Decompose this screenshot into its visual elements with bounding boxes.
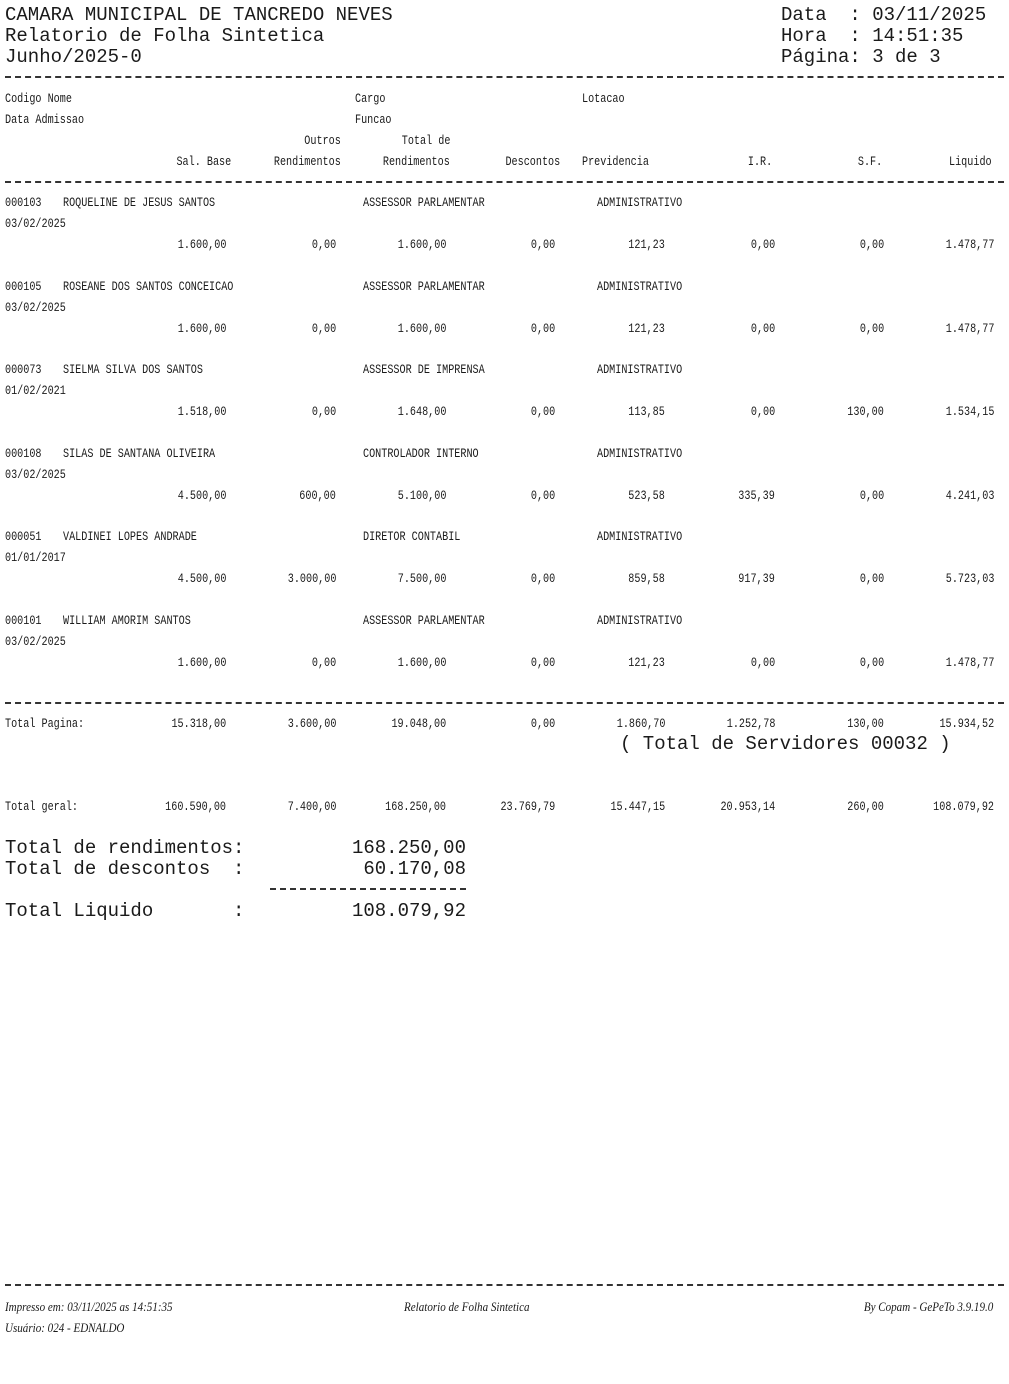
employee-name: SIELMA SILVA DOS SANTOS: [63, 362, 203, 377]
employee-descontos: 0,00: [530, 655, 555, 670]
summary-rend-label: Total de rendimentos:: [5, 837, 245, 859]
summary-divider: [270, 888, 466, 890]
col-ir: I.R.: [747, 154, 772, 169]
employee-name: VALDINEI LOPES ANDRADE: [63, 529, 197, 544]
employee-name: WILLIAM AMORIM SANTOS: [63, 613, 191, 628]
col-outros-top: Outros: [304, 133, 341, 148]
footer-by: By Copam - GePeTo 3.9.19.0: [863, 1299, 993, 1314]
divider: [5, 1284, 1004, 1286]
employee-lotacao: ADMINISTRATIVO: [597, 446, 683, 461]
col-liquido: Liquido: [949, 154, 992, 169]
total-geral-ir: 20.953,14: [720, 799, 775, 814]
employee-liquido: 1.478,77: [945, 237, 994, 252]
employee-previdencia: 113,85: [628, 404, 665, 419]
col-cargo: Cargo: [355, 91, 386, 106]
report-period: Junho/2025-0: [5, 46, 142, 68]
col-data-admissao: Data Admissao: [5, 112, 85, 127]
employee-cargo: ASSESSOR PARLAMENTAR: [363, 279, 485, 294]
employee-liquido: 1.478,77: [945, 655, 994, 670]
employee-cargo: CONTROLADOR INTERNO: [363, 446, 479, 461]
employee-ir: 335,39: [738, 488, 775, 503]
employee-ir: 0,00: [750, 655, 775, 670]
report-page-number: Página: 3 de 3: [781, 46, 941, 68]
employee-liquido: 1.534,15: [945, 404, 994, 419]
footer-user: Usuário: 024 - EDNALDO: [5, 1320, 125, 1335]
col-outros-bottom: Rendimentos: [274, 154, 341, 169]
employee-lotacao: ADMINISTRATIVO: [597, 529, 683, 544]
employee-lotacao: ADMINISTRATIVO: [597, 195, 683, 210]
summary-liq-label: Total Liquido :: [5, 900, 245, 922]
org-name: CAMARA MUNICIPAL DE TANCREDO NEVES: [5, 4, 393, 26]
report-title: Relatorio de Folha Sintetica: [5, 25, 325, 47]
summary-liq-value: 108.079,92: [351, 900, 466, 922]
employee-total: 1.648,00: [397, 404, 446, 419]
col-funcao: Funcao: [355, 112, 392, 127]
col-total-top: Total de: [401, 133, 450, 148]
employee-liquido: 5.723,03: [945, 571, 994, 586]
col-total-bottom: Rendimentos: [383, 154, 450, 169]
divider: [5, 76, 1004, 78]
employee-cargo: ASSESSOR DE IMPRENSA: [363, 362, 485, 377]
total-geral-total: 168.250,00: [385, 799, 446, 814]
employee-code: 000105: [5, 279, 42, 294]
employee-liquido: 4.241,03: [945, 488, 994, 503]
divider: [5, 181, 1004, 183]
employee-admissao: 03/02/2025: [5, 634, 66, 649]
employee-admissao: 01/02/2021: [5, 383, 66, 398]
employee-previdencia: 121,23: [628, 321, 665, 336]
employee-sal-base: 1.600,00: [177, 321, 226, 336]
total-pagina-label: Total Pagina:: [5, 716, 85, 731]
employee-sal-base: 1.600,00: [177, 237, 226, 252]
total-pagina-sal-base: 15.318,00: [171, 716, 226, 731]
col-lotacao: Lotacao: [582, 91, 625, 106]
employee-sal-base: 1.518,00: [177, 404, 226, 419]
employee-outros: 3.000,00: [287, 571, 336, 586]
total-geral-sf: 260,00: [847, 799, 884, 814]
footer-printed: Impresso em: 03/11/2025 as 14:51:35: [5, 1299, 173, 1314]
total-pagina-outros: 3.600,00: [287, 716, 336, 731]
total-geral-descontos: 23.769,79: [500, 799, 555, 814]
employee-name: SILAS DE SANTANA OLIVEIRA: [63, 446, 216, 461]
summary-desc-label: Total de descontos :: [5, 858, 245, 880]
employee-total: 1.600,00: [397, 237, 446, 252]
employee-ir: 0,00: [750, 321, 775, 336]
employee-admissao: 01/01/2017: [5, 550, 66, 565]
employee-previdencia: 121,23: [628, 237, 665, 252]
total-geral-outros: 7.400,00: [287, 799, 336, 814]
employee-sf: 0,00: [859, 655, 884, 670]
employee-sf: 0,00: [859, 571, 884, 586]
employee-admissao: 03/02/2025: [5, 467, 66, 482]
total-pagina-previdencia: 1.860,70: [616, 716, 665, 731]
employee-total: 7.500,00: [397, 571, 446, 586]
total-pagina-sf: 130,00: [847, 716, 884, 731]
total-geral-liquido: 108.079,92: [933, 799, 994, 814]
employee-cargo: ASSESSOR PARLAMENTAR: [363, 195, 485, 210]
total-pagina-total: 19.048,00: [391, 716, 446, 731]
col-sf: S.F.: [857, 154, 882, 169]
summary-rend-value: 168.250,00: [351, 837, 466, 859]
employee-code: 000108: [5, 446, 42, 461]
employee-sf: 0,00: [859, 237, 884, 252]
employee-sal-base: 4.500,00: [177, 488, 226, 503]
summary-desc-value: 60.170,08: [363, 858, 466, 880]
total-servidores: ( Total de Servidores 00032 ): [620, 733, 951, 755]
employee-total: 1.600,00: [397, 655, 446, 670]
col-descontos: Descontos: [505, 154, 560, 169]
employee-outros: 0,00: [311, 655, 336, 670]
total-pagina-descontos: 0,00: [530, 716, 555, 731]
employee-admissao: 03/02/2025: [5, 216, 66, 231]
employee-ir: 917,39: [738, 571, 775, 586]
employee-previdencia: 859,58: [628, 571, 665, 586]
total-geral-previdencia: 15.447,15: [610, 799, 665, 814]
employee-previdencia: 121,23: [628, 655, 665, 670]
col-codigo-nome: Codigo Nome: [5, 91, 72, 106]
col-sal-base: Sal. Base: [176, 154, 231, 169]
employee-outros: 600,00: [299, 488, 336, 503]
employee-outros: 0,00: [311, 321, 336, 336]
employee-sf: 0,00: [859, 321, 884, 336]
employee-lotacao: ADMINISTRATIVO: [597, 362, 683, 377]
employee-total: 5.100,00: [397, 488, 446, 503]
employee-descontos: 0,00: [530, 488, 555, 503]
employee-code: 000051: [5, 529, 42, 544]
employee-sal-base: 4.500,00: [177, 571, 226, 586]
employee-code: 000073: [5, 362, 42, 377]
employee-cargo: DIRETOR CONTABIL: [363, 529, 461, 544]
total-geral-sal-base: 160.590,00: [165, 799, 226, 814]
employee-previdencia: 523,58: [628, 488, 665, 503]
employee-descontos: 0,00: [530, 321, 555, 336]
employee-sal-base: 1.600,00: [177, 655, 226, 670]
total-geral-label: Total geral:: [5, 799, 79, 814]
employee-sf: 130,00: [847, 404, 884, 419]
employee-ir: 0,00: [750, 404, 775, 419]
employee-outros: 0,00: [311, 404, 336, 419]
employee-ir: 0,00: [750, 237, 775, 252]
employee-admissao: 03/02/2025: [5, 300, 66, 315]
report-date: Data : 03/11/2025: [781, 4, 987, 26]
footer-title: Relatorio de Folha Sintetica: [404, 1299, 530, 1314]
report-time: Hora : 14:51:35: [781, 25, 964, 47]
employee-descontos: 0,00: [530, 404, 555, 419]
employee-cargo: ASSESSOR PARLAMENTAR: [363, 613, 485, 628]
employee-lotacao: ADMINISTRATIVO: [597, 279, 683, 294]
col-previdencia: Previdencia: [582, 154, 649, 169]
divider: [5, 702, 1004, 704]
employee-liquido: 1.478,77: [945, 321, 994, 336]
employee-sf: 0,00: [859, 488, 884, 503]
employee-total: 1.600,00: [397, 321, 446, 336]
employee-lotacao: ADMINISTRATIVO: [597, 613, 683, 628]
employee-descontos: 0,00: [530, 571, 555, 586]
employee-outros: 0,00: [311, 237, 336, 252]
employee-descontos: 0,00: [530, 237, 555, 252]
total-pagina-ir: 1.252,78: [726, 716, 775, 731]
employee-code: 000103: [5, 195, 42, 210]
total-pagina-liquido: 15.934,52: [939, 716, 994, 731]
employee-name: ROSEANE DOS SANTOS CONCEICAO: [63, 279, 234, 294]
employee-name: ROQUELINE DE JESUS SANTOS: [63, 195, 216, 210]
employee-code: 000101: [5, 613, 42, 628]
